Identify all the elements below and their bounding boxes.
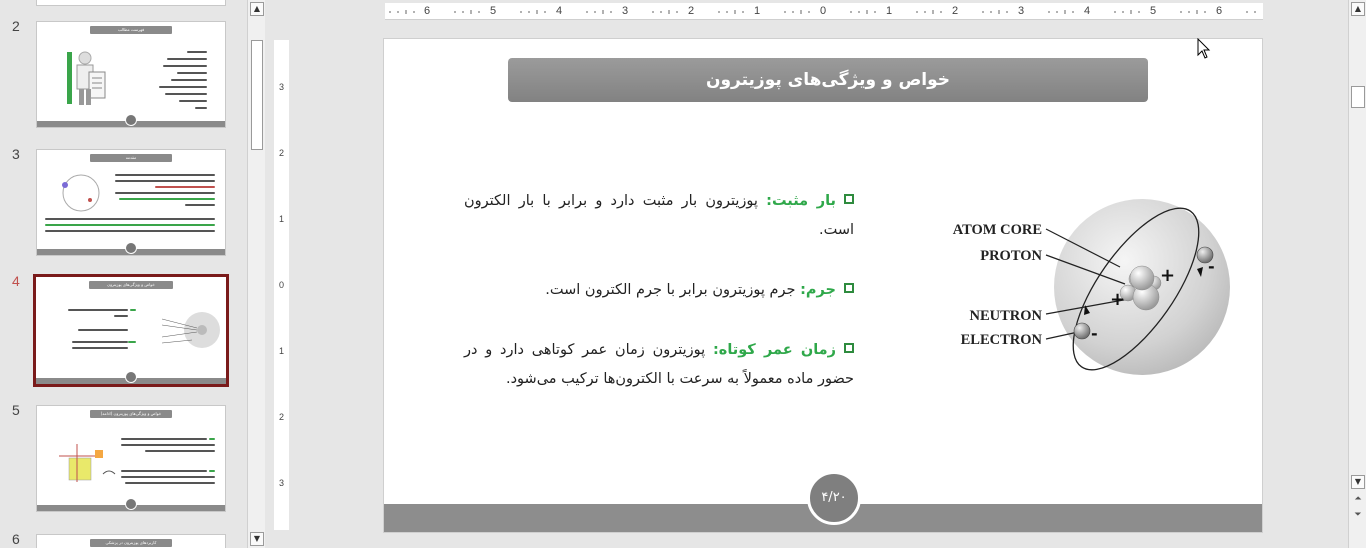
orbit-diagram-icon (57, 172, 105, 214)
electron-bottom (1074, 323, 1090, 339)
svg-text:+: + (1160, 265, 1176, 286)
thumbnail-title: خواص و ویژگی‌های پوزیترون (ادامه) (90, 410, 173, 418)
svg-text:-: - (1208, 257, 1215, 276)
slide-thumbnail-pane (0, 0, 247, 548)
ruler-label: 1 (886, 5, 893, 17)
ruler-label: 3 (1018, 5, 1025, 17)
thumbnail-title: مقدمه (90, 154, 173, 162)
neutron-label: NEUTRON (969, 308, 1042, 324)
slide-thumbnail-3[interactable] (36, 149, 226, 256)
ruler-label: 6 (1216, 5, 1223, 17)
ruler-label: 2 (688, 5, 695, 17)
bullet-label: بار مثبت: (766, 193, 836, 209)
bullet-text: پوزیترون زمان عمر کوتاهی دارد و در حضور ماده معمولاً به سرعت با الکترون‌ها ترکیب می‌شود. (464, 342, 854, 387)
atom-diagram[interactable] (920, 189, 1240, 389)
ruler-label: 4 (1084, 5, 1091, 17)
checkbox-bullet-icon (844, 194, 854, 204)
ruler-label: 1 (278, 346, 284, 356)
scroll-up-arrow-icon[interactable]: ▲ (1351, 2, 1365, 16)
editor-scrollbar[interactable] (1348, 0, 1366, 548)
checkbox-bullet-icon (844, 343, 854, 353)
slide-thumbnail-1-partial[interactable] (36, 0, 226, 6)
ruler-label: 3 (622, 5, 629, 17)
vertical-ruler[interactable] (274, 40, 289, 530)
bullet-text: پوزیترون بار مثبت دارد و برابر با بار الکترون است. (464, 193, 854, 238)
scroll-down-arrow-icon[interactable]: ▼ (1351, 475, 1365, 489)
scrollbar-handle[interactable] (1351, 86, 1365, 108)
scroll-up-arrow-icon[interactable]: ▲ (250, 2, 264, 16)
bullet-positive-charge[interactable] (464, 187, 854, 245)
ruler-label: 0 (820, 5, 827, 17)
slide-thumbnail-2[interactable] (36, 21, 226, 128)
ruler-label: 0 (278, 280, 284, 290)
electron-label: ELECTRON (960, 332, 1042, 348)
slide-editor-area (268, 0, 1346, 548)
ruler-label: 5 (490, 5, 497, 17)
ruler-label: 2 (952, 5, 959, 17)
scrollbar-handle[interactable] (251, 40, 263, 150)
bullet-label: زمان عمر کوتاه: (712, 342, 836, 358)
businessman-clipboard-icon (59, 48, 111, 108)
previous-slide-icon[interactable]: ⏶ (1354, 494, 1362, 504)
proton-label: PROTON (980, 248, 1042, 264)
bullet-text: جرم پوزیترون برابر با جرم الکترون است. (545, 282, 801, 298)
ruler-label: 5 (1150, 5, 1157, 17)
checkbox-bullet-icon (844, 283, 854, 293)
slide-thumbnail-6[interactable] (36, 534, 226, 548)
svg-text:+: + (1110, 289, 1126, 310)
svg-text:-: - (1091, 324, 1098, 343)
ruler-label: 1 (754, 5, 761, 17)
atom-core-label: ATOM CORE (952, 222, 1042, 238)
thumbnail-number: 4 (12, 273, 20, 289)
slide-thumbnail-5[interactable] (36, 405, 226, 512)
horizontal-ruler[interactable] (385, 3, 1263, 20)
bullet-mass[interactable] (464, 276, 854, 305)
slide-page-number: ۴/۲۰ (807, 471, 861, 525)
thumbnail-title: فهرست مطالب (90, 26, 173, 34)
slide-title-bar[interactable] (508, 58, 1148, 102)
mouse-pointer-icon (1197, 38, 1211, 60)
thumbnail-number: 3 (12, 146, 20, 162)
thumbnail-number: 6 (12, 531, 20, 547)
scroll-down-arrow-icon[interactable]: ▼ (250, 532, 264, 546)
slide-thumbnail-4[interactable] (33, 274, 229, 387)
slide-title[interactable]: خواص و ویژگی‌های پوزیترون (705, 70, 951, 90)
thumbnail-number: 2 (12, 18, 20, 34)
thumbnail-pane-scrollbar[interactable] (247, 0, 265, 548)
ruler-label: 3 (278, 82, 284, 92)
ruler-label: 2 (278, 412, 284, 422)
thumbnail-title: خواص و ویژگی‌های پوزیترون (89, 281, 173, 289)
thumbnail-title: کاربردهای پوزیترون در پزشکی (90, 539, 173, 547)
bullet-short-lifetime[interactable] (464, 336, 854, 394)
bullet-label: جرم: (800, 282, 836, 298)
thumbnail-number: 5 (12, 402, 20, 418)
next-slide-icon[interactable]: ⏷ (1354, 510, 1362, 520)
ruler-label: 3 (278, 478, 284, 488)
ruler-label: 2 (278, 148, 284, 158)
ruler-label: 1 (278, 214, 284, 224)
atom-diagram-icon (152, 307, 222, 353)
ruler-label: 4 (556, 5, 563, 17)
ruler-label: 6 (424, 5, 431, 17)
slide-canvas[interactable] (383, 38, 1263, 533)
scanner-diagram-icon (59, 436, 123, 486)
